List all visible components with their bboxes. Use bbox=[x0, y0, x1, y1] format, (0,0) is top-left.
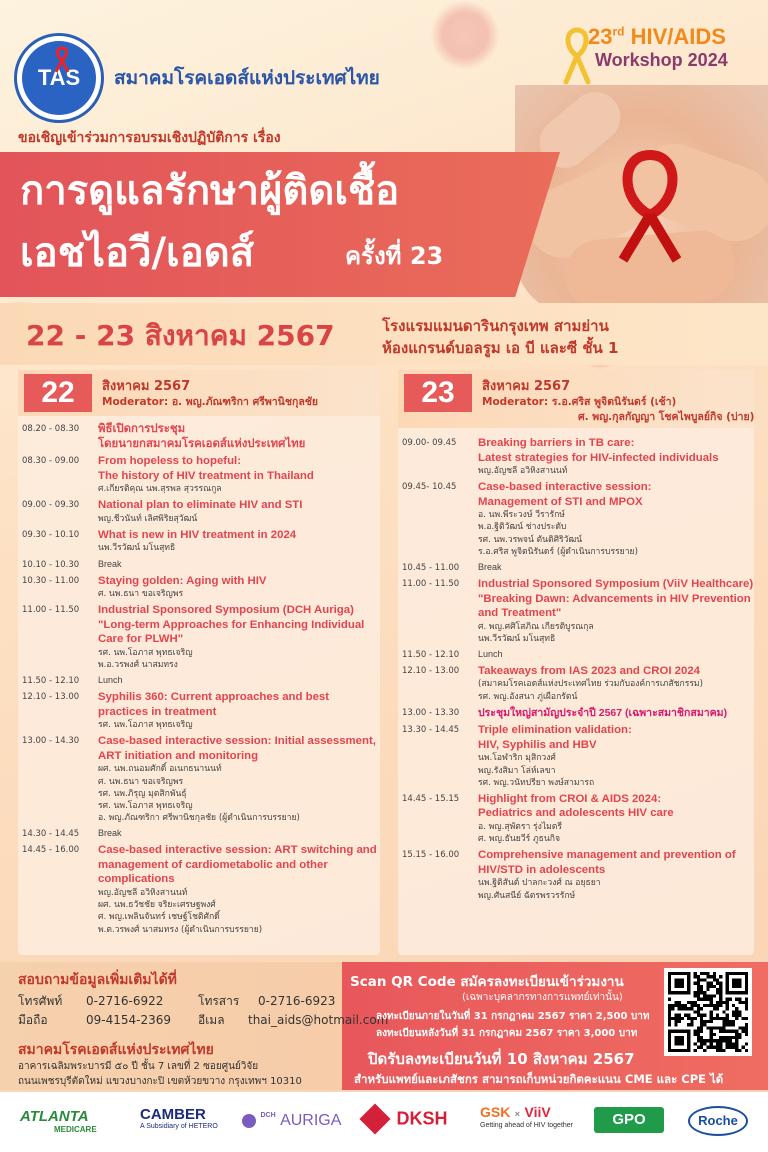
hands-with-ribbon-photo bbox=[515, 85, 768, 315]
session-time: 09.45- 10.45 bbox=[402, 482, 457, 493]
contact-heading: สอบถามข้อมูลเพิ่มเติมได้ที่ bbox=[18, 972, 177, 988]
session-title: Break bbox=[478, 562, 502, 573]
red-ribbon-icon bbox=[53, 46, 71, 74]
venue-name: โรงแรมแมนดารินกรุงเทพ สามย่าน bbox=[382, 317, 609, 335]
day2-moderator: Moderator: ร.อ.ศริส พูจิตนิรันดร์ (เช้า) bbox=[482, 396, 677, 408]
session-title: Case-based interactive session: bbox=[478, 481, 652, 494]
session-time: 13.30 - 14.45 bbox=[402, 725, 460, 736]
session-time: 11.50 - 12.10 bbox=[22, 676, 80, 687]
session-subtitle: The history of HIV treatment in Thailand bbox=[98, 469, 314, 482]
session-time: 09.00- 09.45 bbox=[402, 438, 457, 448]
session-time: 08.20 - 08.30 bbox=[22, 424, 80, 434]
session-row bbox=[398, 577, 754, 645]
footer-org-name: สมาคมโรคเอดส์แห่งประเทศไทย bbox=[18, 1042, 214, 1058]
auriga-icon bbox=[242, 1114, 256, 1128]
session-speaker: พญ.รังสิมา โล่ห์เลขา bbox=[478, 765, 556, 776]
session-title: Case-based interactive session: Initial assessment, ART initiation and monitoring bbox=[98, 735, 376, 762]
cme-note: สำหรับแพทย์และเภสัชกร สามารถเก็บหน่วยกิตคะแนน CME และ CPE ได้ bbox=[354, 1072, 724, 1086]
session-row bbox=[398, 848, 754, 901]
session-title: Breaking barriers in TB care: bbox=[478, 437, 635, 449]
gsk-viiv-logo: GSK × ViiV Getting ahead of HIV together bbox=[480, 1104, 574, 1129]
address-line1: อาคารเฉลิมพระบารมี ๕๐ ปี ชั้น 7 เลขที่ 2 ซอยศูนย์วิจัย bbox=[18, 1061, 259, 1072]
session-row bbox=[18, 574, 380, 601]
session-row bbox=[398, 436, 754, 477]
session-speaker: อ. พญ.สุพัตรา รุ่งไมตรี bbox=[478, 821, 563, 832]
session-time: 12.10 - 13.00 bbox=[402, 665, 460, 676]
logo-text: TAS bbox=[37, 65, 81, 90]
email-address[interactable]: thai_aids@hotmail.com bbox=[248, 1013, 389, 1027]
session-title: Case-based interactive session: ART switching and management of cardiometabolic and other complications bbox=[98, 844, 377, 886]
fax-number: 0-2716-6923 bbox=[258, 994, 336, 1008]
session-speaker: รศ. นพ.วรพจน์ ตันติศิริวัฒน์ bbox=[478, 534, 583, 545]
day2-column bbox=[398, 370, 754, 955]
fee-late: ลงทะเบียนหลังวันที่ 31 กรกฎาคม 2567 ราคา 3,000 บาท bbox=[376, 1028, 638, 1039]
session-title: Syphilis 360: Current approaches and best practices in treatment bbox=[98, 691, 330, 718]
session-subtitle: Management of STI and MPOX bbox=[478, 495, 643, 508]
session-speaker: ร.อ.ศริส พูจิตนิรันดร์ (ผู้ดำเนินการบรรยาย) bbox=[478, 546, 638, 557]
registration-qr-code[interactable] bbox=[664, 968, 752, 1056]
session-title: Triple elimination validation: bbox=[478, 724, 632, 737]
session-subtitle: "Long-term Approaches for Enhancing Individual Care for PLWH" bbox=[98, 618, 365, 646]
day1-column bbox=[18, 370, 380, 955]
session-title: What is new in HIV treatment in 2024 bbox=[98, 528, 297, 541]
session-time: 11.00 - 11.50 bbox=[22, 605, 80, 616]
session-time: 13.00 - 13.30 bbox=[402, 707, 460, 718]
virus-decoration bbox=[430, 0, 500, 70]
session-speaker: ผศ. นพ.ถนอมศักดิ์ อเนกธนานนท์ bbox=[98, 764, 222, 775]
camber-logo: CAMBER A Subsidiary of HETERO bbox=[140, 1106, 218, 1130]
session-row bbox=[398, 664, 754, 703]
session-subtitle: HIV, Syphilis and HBV bbox=[478, 738, 597, 751]
contact-mobile-line bbox=[18, 1011, 388, 1030]
session-speaker: พญ.อัญชลี อวิหิงสานนท์ bbox=[98, 887, 188, 898]
session-title: Highlight from CROI & AIDS 2024: bbox=[478, 792, 662, 805]
main-title-line2: เอชไอวี/เอดส์ bbox=[20, 230, 255, 276]
session-row bbox=[18, 498, 380, 525]
email-label: อีเมล bbox=[198, 1013, 225, 1027]
qr-title: Scan QR Code สมัครลงทะเบียนเข้าร่วมงาน bbox=[350, 974, 624, 990]
session-title: Takeaways from IAS 2023 and CROI 2024 bbox=[478, 664, 701, 677]
session-speaker: พ.อ.วรพงศ์ นาสมทรง bbox=[98, 660, 178, 671]
fee-early: ลงทะเบียนภายในวันที่ 31 กรกฎาคม 2567 ราคา 2,500 บาท bbox=[376, 1011, 650, 1022]
contact-phone-line bbox=[18, 992, 335, 1011]
tel-number[interactable]: 0-2716-6922 bbox=[86, 994, 164, 1008]
session-speaker: นพ.ฐิติสันต์ ปาลกะวงศ์ ณ อยุธยา bbox=[478, 878, 601, 889]
session-speaker: ศ. นพ.ธนา ขอเจริญพร bbox=[98, 776, 184, 787]
session-row bbox=[398, 723, 754, 789]
session-speaker: รศ. นพ.โอภาส พุทธเจริญ bbox=[98, 647, 193, 658]
venue-room: ห้องแกรนด์บอลรูม เอ บี และซี ชั้น 1 bbox=[382, 339, 619, 357]
qr-note: (เฉพาะบุคลากรทางการแพทย์เท่านั้น) bbox=[462, 992, 623, 1003]
session-time: 09.30 - 10.10 bbox=[22, 529, 80, 540]
session-time: 14.30 - 14.45 bbox=[22, 829, 80, 840]
gpo-logo: GPO bbox=[594, 1107, 664, 1133]
day1-month: สิงหาคม 2567 bbox=[102, 379, 191, 394]
session-speaker: พญ.ชีวนันท์ เลิศพิริยสุวัฒน์ bbox=[98, 513, 198, 524]
day2-session-list bbox=[398, 436, 754, 905]
session-time: 14.45 - 15.15 bbox=[402, 793, 460, 804]
main-title-edition: ครั้งที่ 23 bbox=[345, 242, 444, 270]
session-row bbox=[398, 706, 754, 721]
session-speaker: นพ.วีรวัฒน์ มโนสุทธิ bbox=[478, 633, 556, 644]
session-time: 12.10 - 13.00 bbox=[22, 692, 80, 703]
dch-auriga-logo: $^{DCH}$ AURIGA bbox=[242, 1112, 341, 1130]
session-row bbox=[18, 674, 380, 687]
session-speaker: ศ. พญ.ศศิโสภิณ เกียรติบูรณกุล bbox=[478, 621, 594, 632]
session-time: 10.10 - 10.30 bbox=[22, 559, 80, 570]
address-line2: ถนนเพชรบุรีตัดใหม่ แขวงบางกะปิ เขตห้วยขวาง กรุงเทพฯ 10310 bbox=[18, 1076, 302, 1087]
session-speaker: รศ. นพ.ภิรุญ มุตสิกพันธุ์ bbox=[98, 788, 187, 799]
session-title: From hopeless to hopeful: bbox=[98, 455, 242, 467]
session-speaker: รศ. นพ.โอภาส พุทธเจริญ bbox=[98, 720, 193, 731]
session-subtitle: "Breaking Dawn: Advancements in HIV Prevention and Treatment" bbox=[478, 592, 751, 620]
session-speaker: ศ. นพ.ธนา ขอเจริญพร bbox=[98, 589, 184, 600]
qr-code-icon[interactable] bbox=[668, 972, 748, 1052]
roche-logo: Roche bbox=[688, 1106, 748, 1136]
session-speaker: ศ. พญ.เพลินจันทร์ เชษฐ์โชติศักดิ์ bbox=[98, 912, 220, 923]
workshop-title: 23rd HIV/AIDS bbox=[588, 24, 726, 49]
day1-session-list bbox=[18, 422, 380, 939]
session-title: Comprehensive management and prevention of HIV/STD in adolescents bbox=[478, 849, 736, 876]
tel-label: โทรศัพท์ bbox=[18, 994, 63, 1008]
session-row bbox=[398, 792, 754, 845]
session-speaker: (สมาคมโรคเอดส์แห่งประเทศไทย ร่วมกับองค์การเภสัชกรรม) bbox=[478, 679, 703, 690]
session-time: 15.15 - 16.00 bbox=[402, 850, 460, 861]
session-row bbox=[18, 603, 380, 671]
org-name: สมาคมโรคเอดส์แห่งประเทศไทย bbox=[114, 67, 380, 89]
invite-text: ขอเชิญเข้าร่วมการอบรมเชิงปฏิบัติการ เรื่อง bbox=[18, 130, 281, 146]
session-title: Break bbox=[98, 828, 122, 839]
dksh-icon bbox=[359, 1103, 390, 1134]
day2-moderator-afternoon: ศ. พญ.กุลกัญญา โชคไพบูลย์กิจ (บ่าย) bbox=[578, 411, 755, 423]
day1-moderator: Moderator: อ. พญ.ภัณฑริกา ศรีพานิชกุลชัย bbox=[102, 396, 319, 408]
day2-number: 23 bbox=[404, 374, 472, 412]
fax-label: โทรสาร bbox=[198, 994, 240, 1008]
session-subtitle: โดยนายกสมาคมโรคเอดส์แห่งประเทศไทย bbox=[98, 437, 306, 450]
session-speaker: รศ. นพ.โอภาส พุทธเจริญ bbox=[98, 801, 193, 812]
workshop-subtitle: Workshop 2024 bbox=[595, 50, 728, 70]
session-time: 10.45 - 11.00 bbox=[402, 563, 460, 574]
session-row bbox=[398, 561, 754, 574]
session-subtitle: Latest strategies for HIV-infected individuals bbox=[478, 451, 719, 464]
session-title: Lunch bbox=[478, 648, 503, 659]
registration-deadline: ปิดรับลงทะเบียนวันที่ 10 สิงหาคม 2567 bbox=[368, 1050, 635, 1068]
session-title: Industrial Sponsored Symposium (ViiV Healthcare) bbox=[478, 578, 754, 591]
session-time: 11.00 - 11.50 bbox=[402, 579, 460, 590]
tas-logo bbox=[14, 33, 104, 123]
day1-header bbox=[18, 370, 380, 416]
session-speaker: ศ. พญ.ธันยวีร์ ภูธนกิจ bbox=[478, 834, 560, 845]
session-time: 09.00 - 09.30 bbox=[22, 500, 80, 511]
session-speaker: รศ. พญ.วนัทปรียา พงษ์สามารถ bbox=[478, 777, 595, 788]
event-dates: 22 - 23 สิงหาคม 2567 bbox=[26, 319, 335, 352]
session-row bbox=[18, 528, 380, 555]
session-time: 13.00 - 14.30 bbox=[22, 736, 80, 747]
session-speaker: พ.ต.วรพงศ์ นาสมทรง (ผู้ดำเนินการบรรยาย) bbox=[98, 924, 263, 935]
session-title: Industrial Sponsored Symposium (DCH Auriga) bbox=[98, 604, 354, 617]
session-speaker: ผศ. นพ.ธวัชชัย จริยะเศรษฐพงศ์ bbox=[98, 900, 216, 911]
session-speaker: อ. พญ.ภัณฑริกา ศรีพานิชกุลชัย (ผู้ดำเนินการบรรยาย) bbox=[98, 813, 300, 824]
session-row bbox=[18, 422, 380, 451]
session-speaker: พญ.อัญชลี อวิหิงสานนท์ bbox=[478, 466, 568, 476]
mobile-number[interactable]: 09-4154-2369 bbox=[86, 1013, 172, 1027]
session-row bbox=[18, 454, 380, 495]
session-time: 08.30 - 09.00 bbox=[22, 456, 80, 466]
day2-header bbox=[398, 370, 754, 428]
atlanta-logo: ATLANTA MEDICARE bbox=[20, 1108, 97, 1134]
session-title: พิธีเปิดการประชุม bbox=[98, 423, 186, 435]
session-row bbox=[18, 690, 380, 731]
session-speaker: รศ. พญ.อังสนา ภู่เผือกรัตน์ bbox=[478, 691, 578, 702]
session-title: National plan to eliminate HIV and STI bbox=[98, 499, 303, 512]
session-speaker: ศ.เกียรติคุณ นพ.สุรพล สุวรรณกูล bbox=[98, 484, 222, 494]
session-title: ประชุมใหญ่สามัญประจำปี 2567 (เฉพาะสมาชิกสมาคม) bbox=[478, 706, 728, 719]
session-title: Staying golden: Aging with HIV bbox=[98, 574, 267, 587]
mobile-label: มือถือ bbox=[18, 1013, 48, 1027]
day1-number: 22 bbox=[24, 374, 92, 412]
session-time: 10.30 - 11.00 bbox=[22, 575, 80, 586]
session-row bbox=[398, 648, 754, 661]
red-ribbon-icon bbox=[605, 145, 695, 265]
session-row bbox=[18, 843, 380, 935]
session-speaker: พ.อ.ฐิติวัฒน์ ช่างประดับ bbox=[478, 522, 567, 533]
session-row bbox=[398, 480, 754, 558]
session-row bbox=[18, 827, 380, 840]
session-title: Break bbox=[98, 558, 122, 569]
session-speaker: นพ.วีรวัฒน์ มโนสุทธิ bbox=[98, 543, 176, 554]
day2-month: สิงหาคม 2567 bbox=[482, 379, 571, 394]
session-time: 11.50 - 12.10 bbox=[402, 649, 460, 660]
session-title: Lunch bbox=[98, 675, 123, 686]
session-subtitle: Pediatrics and adolescents HIV care bbox=[478, 807, 674, 820]
session-time: 14.45 - 16.00 bbox=[22, 845, 80, 856]
session-row bbox=[18, 558, 380, 571]
session-speaker: พญ.ศันสนีย์ ฉัตรพรวรรักษ์ bbox=[478, 890, 576, 901]
session-speaker: อ. นพ.พีระวงษ์ วีรารักษ์ bbox=[478, 510, 565, 521]
dksh-logo: DKSH bbox=[364, 1108, 447, 1130]
session-row bbox=[18, 734, 380, 824]
session-speaker: นพ.โอฬาริก มุสิกวงศ์ bbox=[478, 753, 556, 764]
main-title-line1: การดูแลรักษาผู้ติดเชื้อ bbox=[20, 168, 400, 214]
